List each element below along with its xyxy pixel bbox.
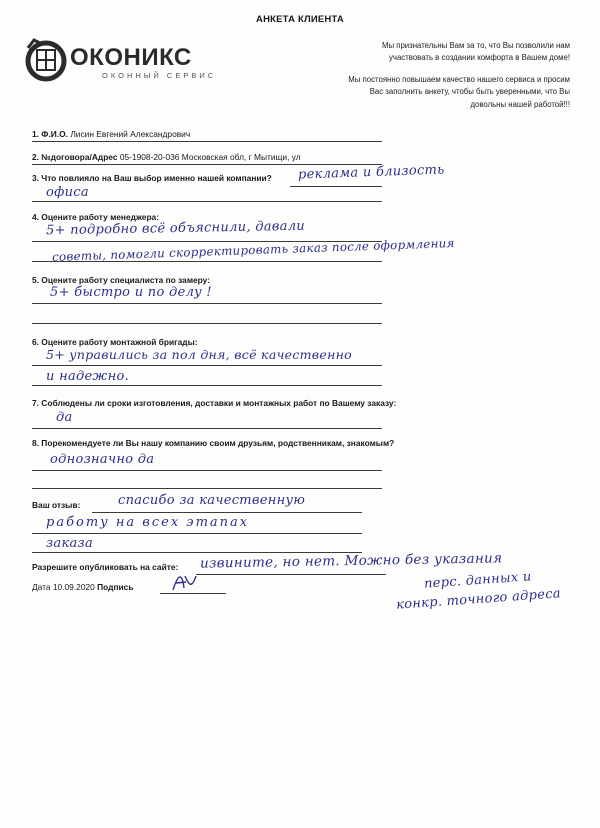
contract-line [32,164,382,165]
answer-5-line-1: 5+ быстро и по делу ! [50,285,212,300]
answer-8-line-a [32,470,382,471]
review-line-1: спасибо за качественную [118,493,306,508]
brand-name: ОКОНИКС [70,44,192,71]
answer-4-line-b [32,261,382,262]
question-3: 3. Что повлияло на Ваш выбор именно нашей компании? [32,173,272,183]
address-value: Московская обл, г Мытищи, ул [181,152,301,162]
fio-label: 1. Ф.И.О. [32,129,68,139]
answer-7: да [56,410,73,425]
answer-8-line-b [32,488,382,489]
answer-5-line-b [32,323,382,324]
intro-line: довольны нашей работой!!! [470,99,570,109]
review-line-3: заказа [46,536,93,551]
intro-line: Мы постоянно повышаем качество нашего сервиса и просим [348,75,570,84]
answer-3-line-1: реклама и близость [297,162,445,183]
date-value: 10.09.2020 [52,582,95,592]
publish-label: Разрешите опубликовать на сайте: [32,562,179,572]
contract-row [32,152,301,162]
fio-line [32,141,382,142]
review-line-b [32,533,362,534]
answer-8: однозначно да [50,452,155,467]
answer-7-line [32,428,382,429]
contract-label: 2. №договора/Адрес [32,152,118,162]
question-5: 5. Оцените работу специалиста по замеру: [32,275,211,285]
fio-value: Лисин Евгений Александрович [70,129,191,139]
answer-6-line-1: 5+ управились за пол дня, всё качественно [46,347,352,362]
answer-4-line-1: 5+ подробно всё объяснили, давали [45,218,306,239]
form-title: АНКЕТА КЛИЕНТА [256,14,344,25]
signature-mark [170,570,200,594]
publish-line-2: перс. данных и [423,569,533,592]
question-7: 7. Соблюдены ли сроки изготовления, доставки и монтажных работ по Вашему заказу: [32,398,397,408]
review-label: Ваш отзыв: [32,500,81,510]
answer-5-line-a [32,303,382,304]
publish-line-3: конкр. точного адреса [395,586,562,613]
publish-line-a [196,574,386,575]
answer-3-line-b [32,201,382,202]
brand-subtitle: ОКОННЫЙ СЕРВИС [102,71,217,80]
contract-number: 05-1908-20-036 [119,152,180,162]
date-label: Дата [32,582,51,592]
question-6: 6. Оцените работу монтажной бригады: [32,337,198,347]
intro-line: участвовать в создании комфорта в Вашем доме! [389,53,570,63]
answer-6-line-2: и надежно. [46,369,130,384]
answer-6-line-a [32,365,382,366]
answer-3-line-2: офиса [46,185,89,200]
question-4: 4. Оцените работу менеджера: [32,212,160,222]
review-line-2: работу на всех этапах [46,515,250,530]
intro-block-1 [330,40,570,65]
answer-3-line-a [290,186,382,187]
sign-label: Подпись [97,582,134,592]
answer-4-line-2: советы, помогли скорректировать заказ после оформления [51,235,455,265]
date-sign-row [32,582,133,592]
intro-block-2 [310,74,570,111]
fio-row [32,129,190,139]
answer-6-line-b [32,385,382,386]
question-8: 8. Порекомендуете ли Вы нашу компанию своим друзьям, родственникам, знакомым? [32,438,395,448]
intro-line: Вас заполнить анкету, чтобы быть уверенными, что Вы [369,87,570,97]
publish-line-1: извините, но нет. Можно без указания [199,550,503,572]
review-line-a [92,512,362,513]
intro-line: Мы признательны Вам за то, что Вы позволили нам [381,41,570,50]
